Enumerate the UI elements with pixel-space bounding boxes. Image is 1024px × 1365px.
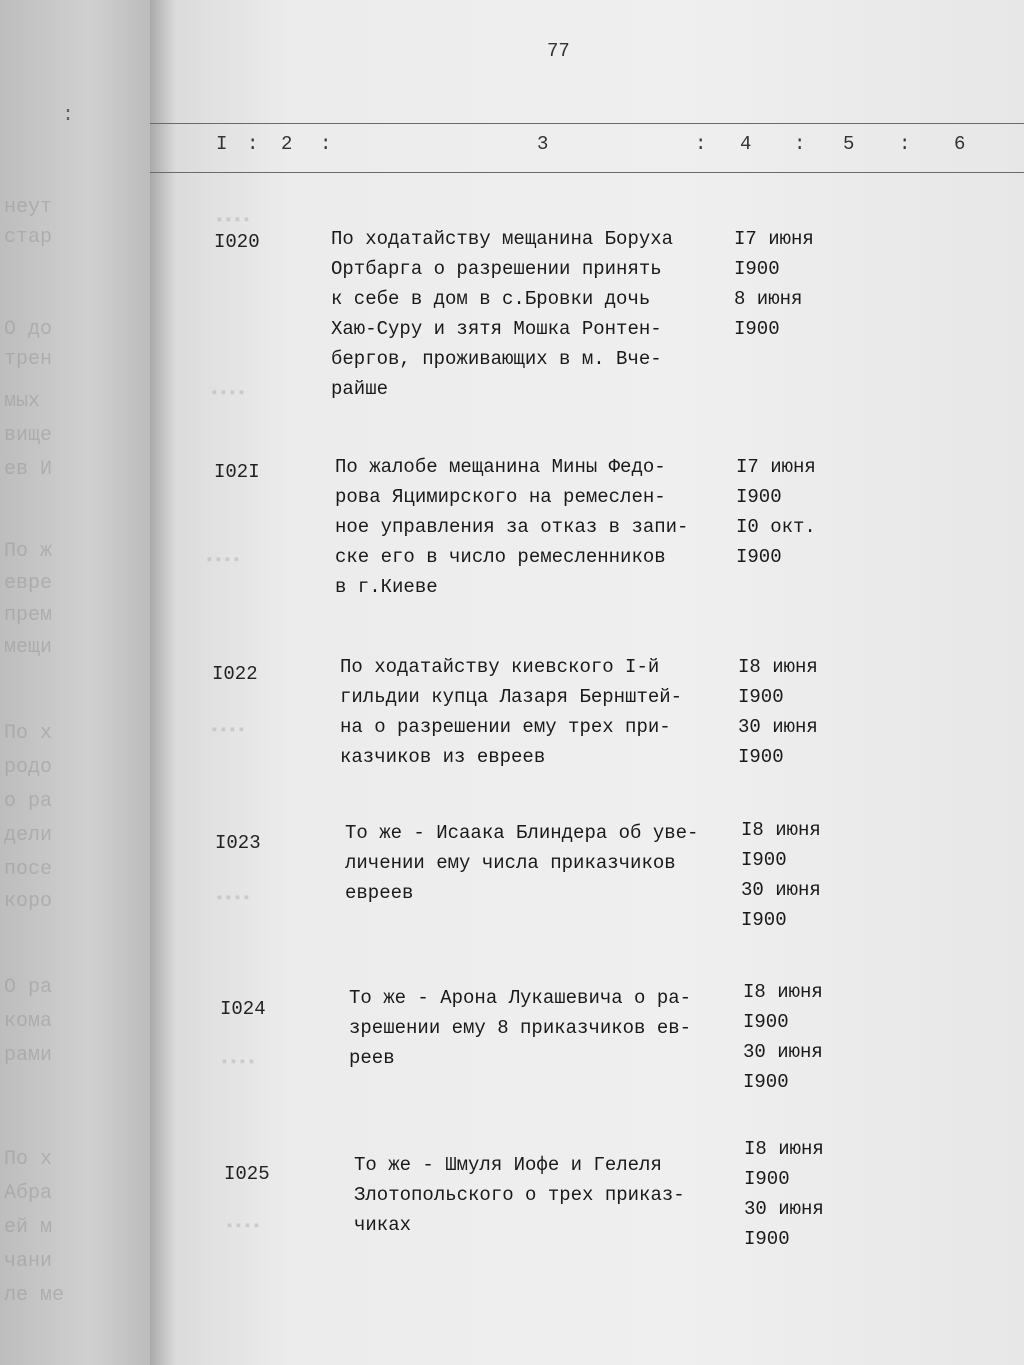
column-header-6: 6 — [954, 133, 966, 155]
prev-page-fragment: евре — [4, 572, 53, 595]
prev-page-fragment: рами — [4, 1044, 53, 1067]
show-through-mark: ▪▪▪▪ — [215, 212, 252, 229]
column-separator: : — [794, 133, 806, 155]
show-through-mark: ▪▪▪▪ — [220, 1054, 257, 1071]
prev-page-fragment: посе — [4, 858, 53, 881]
entry-number: I023 — [215, 832, 261, 854]
column-separator: : — [320, 133, 332, 155]
column-header-5: 5 — [843, 133, 855, 155]
entry-number: I022 — [212, 663, 258, 685]
prev-page-fragment: трен — [4, 348, 53, 371]
prev-page-fragment: неут — [4, 196, 53, 219]
prev-page-fragment: По х — [4, 1148, 53, 1171]
prev-page-fragment: О до — [4, 318, 53, 341]
show-through-mark: ▪▪▪▪ — [205, 552, 242, 569]
prev-page-fragment: родо — [4, 756, 53, 779]
entry-description: По жалобе мещанина Мины Федо- рова Яцимирского на ремеслен- ное управления за отказ в запи- ске его в число ремесленников в г.Киеве — [335, 456, 689, 598]
prev-page-fragment: мых — [4, 390, 41, 413]
column-header-2: 2 — [281, 133, 293, 155]
page-number: 77 — [547, 40, 570, 62]
entry-description: По ходатайству мещанина Боруха Ортбарга о разрешении принять к себе в дом в с.Бровки дочь Хаю-Суру и зятя Мошка Ронтен- бергов, проживающих в м. Вче- райше — [331, 228, 674, 400]
prev-page-fragment: вище — [4, 424, 53, 447]
entry-description: То же - Арона Лукашевича о ра- зрешении ему 8 приказчиков ев- реев — [349, 987, 692, 1069]
book-gutter — [150, 0, 176, 1365]
prev-page-fragment: коро — [4, 890, 53, 913]
prev-page-fragment: о ра — [4, 790, 53, 813]
entry-number: I024 — [220, 998, 266, 1020]
prev-page-fragment: По ж — [4, 540, 53, 563]
entry-dates: I7 июня I900 8 июня I900 — [734, 228, 814, 340]
entry-number: I02I — [214, 461, 260, 483]
column-header-1: I — [216, 133, 228, 155]
prev-page-fragment: мещи — [4, 636, 53, 659]
entry-description: То же - Исаака Блиндера об уве- личении ему числа приказчиков евреев — [345, 822, 699, 904]
prev-page-fragment: дели — [4, 824, 53, 847]
entry-number: I020 — [214, 231, 260, 253]
header-rule-top — [150, 123, 1024, 124]
entry-dates: I7 июня I900 I0 окт. I900 — [736, 456, 816, 568]
header-rule-bottom — [150, 172, 1024, 173]
prev-page-fragment: кома — [4, 1010, 53, 1033]
column-separator: : — [247, 133, 259, 155]
column-separator: : — [695, 133, 707, 155]
prev-page-fragment: стар — [4, 226, 53, 249]
show-through-mark: ▪▪▪▪ — [225, 1218, 262, 1235]
show-through-mark: ▪▪▪▪ — [210, 722, 247, 739]
column-separator: : — [899, 133, 911, 155]
prev-page-fragment: Абра — [4, 1182, 53, 1205]
entry-dates: I8 июня I900 30 июня I900 — [741, 819, 821, 931]
prev-page-fragment: чани — [4, 1250, 53, 1273]
entry-dates: I8 июня I900 30 июня I900 — [738, 656, 818, 768]
entry-description: По ходатайству киевского I-й гильдии купца Лазаря Бернштей- на о разрешении ему трех при- казчиков из евреев — [340, 656, 683, 768]
prev-page-fragment: О ра — [4, 976, 53, 999]
prev-page-fragment: ей м — [4, 1216, 53, 1239]
prev-page-fragment: По х — [4, 722, 53, 745]
entry-dates: I8 июня I900 30 июня I900 — [744, 1138, 824, 1250]
prev-page-fragment: ев И — [4, 458, 53, 481]
prev-page-fragment: ле ме — [4, 1284, 65, 1307]
show-through-mark: ▪▪▪▪ — [215, 890, 252, 907]
show-through-mark: ▪▪▪▪ — [210, 385, 247, 402]
entry-dates: I8 июня I900 30 июня I900 — [743, 981, 823, 1093]
previous-page-edge — [0, 0, 150, 1365]
column-header-4: 4 — [740, 133, 752, 155]
prev-page-fragment: : — [62, 104, 75, 127]
column-header-3: 3 — [537, 133, 549, 155]
entry-description: То же - Шмуля Иофе и Гелеля Злотопольского о трех приказ- чиках — [354, 1154, 685, 1236]
prev-page-fragment: прем — [4, 604, 53, 627]
entry-number: I025 — [224, 1163, 270, 1185]
